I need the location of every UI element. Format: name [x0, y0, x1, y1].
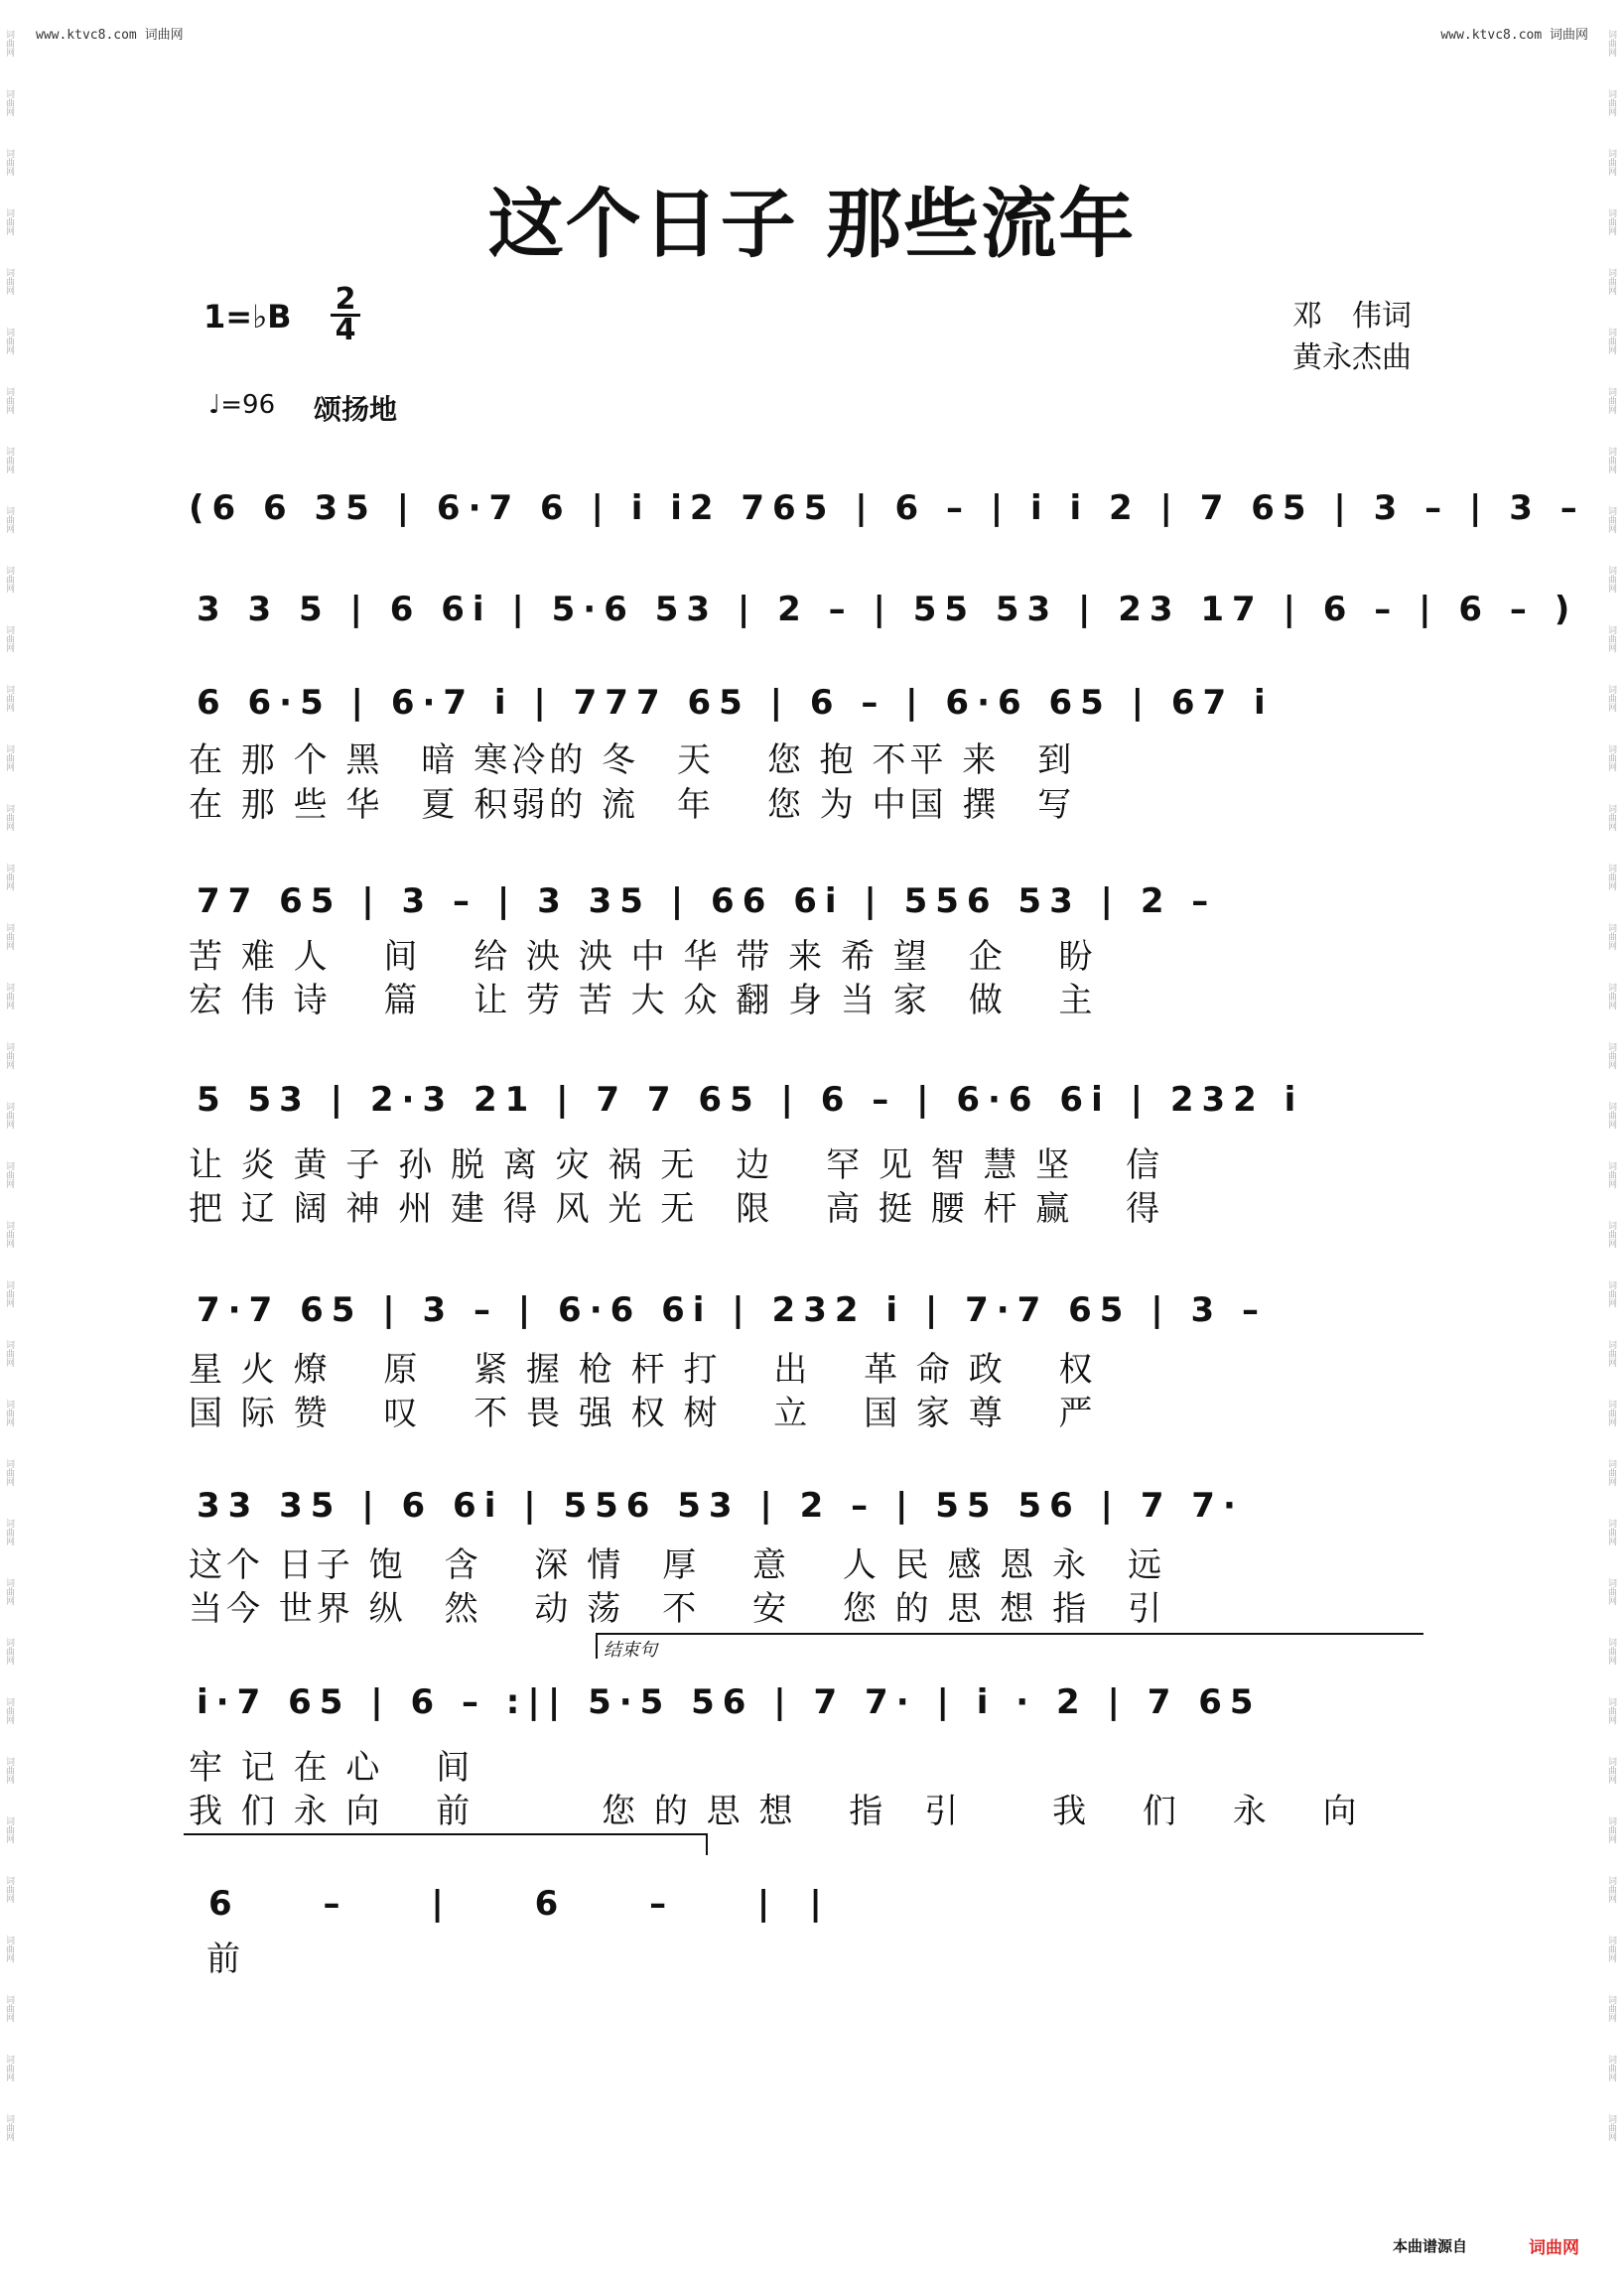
side-watermark-text: 词曲网 — [4, 208, 14, 235]
notes-line-7: 33 35 | 6 6i | 556 53 | 2 – | 55 56 | 7 7· — [197, 1486, 1244, 1526]
time-signature — [331, 282, 360, 347]
side-watermark-text: 词曲网 — [1606, 2055, 1616, 2081]
side-watermark-text: 词曲网 — [1606, 1459, 1616, 1486]
lyrics-line-4-verse-2: 宏 伟 诗 篇 让 劳 苦 大 众 翻 身 当 家 做 主 — [189, 981, 1097, 1020]
side-watermark-text: 词曲网 — [1606, 804, 1616, 831]
side-watermark-text: 词曲网 — [4, 1340, 14, 1367]
side-watermark-text: 词曲网 — [4, 89, 14, 116]
side-watermark-text: 词曲网 — [4, 1280, 14, 1307]
lyrics-line-3-verse-2: 在 那 些 华 夏 积弱的 流 年 您 为 中国 撰 写 — [189, 785, 1076, 825]
side-watermark-text: 词曲网 — [4, 804, 14, 831]
side-watermark-text: 词曲网 — [1606, 1995, 1616, 2022]
side-watermark-text: 词曲网 — [1606, 744, 1616, 771]
side-watermark-text: 词曲网 — [4, 328, 14, 354]
side-watermark-text: 词曲网 — [4, 268, 14, 295]
lyrics-line-4-verse-1: 苦 难 人 间 给 泱 泱 中 华 带 来 希 望 企 盼 — [189, 937, 1097, 977]
time-signature-top: 2 — [335, 282, 356, 317]
lyrics-line-5-verse-2: 把 辽 阔 神 州 建 得 风 光 无 限 高 挺 腰 杆 赢 得 — [189, 1189, 1164, 1229]
notes-line-3: 6 6·5 | 6·7 i | 777 65 | 6 – | 6·6 65 | 67 i — [197, 683, 1274, 723]
footer-source-site: 词曲网 — [1529, 2238, 1579, 2258]
side-watermark-text: 词曲网 — [1606, 1876, 1616, 1903]
side-watermark-text: 词曲网 — [1606, 2114, 1616, 2141]
side-watermark-text: 词曲网 — [1606, 1519, 1616, 1545]
lyrics-line-7-verse-1: 这个 日子 饱 含 深 情 厚 意 人 民 感 恩 永 远 — [189, 1545, 1166, 1585]
side-watermark-text: 词曲网 — [1606, 1936, 1616, 1962]
lyrics-line-6-verse-1: 星 火 燎 原 紧 握 枪 杆 打 出 革 命 政 权 — [189, 1350, 1097, 1390]
side-watermark-text: 词曲网 — [4, 625, 14, 652]
side-watermark-text: 词曲网 — [1606, 30, 1616, 57]
tempo-mark: ♩=96 — [208, 390, 276, 420]
side-watermark-text: 词曲网 — [1606, 1578, 1616, 1605]
side-watermark-text: 词曲网 — [1606, 566, 1616, 593]
side-watermark-text: 词曲网 — [4, 923, 14, 950]
side-watermark-text: 词曲网 — [4, 983, 14, 1009]
side-watermark-text: 词曲网 — [1606, 268, 1616, 295]
side-watermark-text: 词曲网 — [4, 1400, 14, 1426]
side-watermark-text: 词曲网 — [1606, 1161, 1616, 1188]
side-watermark-text: 词曲网 — [1606, 447, 1616, 473]
credits — [1292, 296, 1412, 379]
side-watermark-text: 词曲网 — [4, 864, 14, 890]
side-watermark-text: 词曲网 — [4, 1936, 14, 1962]
side-watermark-text: 词曲网 — [1606, 1221, 1616, 1248]
side-watermark-text: 词曲网 — [1606, 149, 1616, 176]
side-watermark-text: 词曲网 — [1606, 1280, 1616, 1307]
side-watermark-text: 词曲网 — [4, 1876, 14, 1903]
right-watermark-strip — [1606, 30, 1620, 2263]
key-signature: 1=♭B — [203, 298, 292, 335]
side-watermark-text: 词曲网 — [1606, 387, 1616, 414]
composer: 黄永杰曲 — [1292, 340, 1412, 375]
lyrics-line-8-verse-2: 我 们 永 向 前 您 的 思 想 指 引 我 们 永 向 — [189, 1792, 1361, 1831]
side-watermark-text: 词曲网 — [4, 1221, 14, 1248]
notes-line-4: 77 65 | 3 – | 3 35 | 66 6i | 556 53 | 2 – — [197, 881, 1217, 921]
lyrics-line-5-verse-1: 让 炎 黄 子 孙 脱 离 灾 祸 无 边 罕 见 智 慧 坚 信 — [189, 1145, 1164, 1185]
coda-bracket — [184, 1833, 708, 1855]
side-watermark-text: 词曲网 — [1606, 1102, 1616, 1129]
side-watermark-text: 词曲网 — [1606, 1757, 1616, 1784]
side-watermark-text: 词曲网 — [1606, 506, 1616, 533]
lyricist: 邓 伟词 — [1292, 299, 1412, 334]
side-watermark-text: 词曲网 — [1606, 864, 1616, 890]
notes-line-8: i·7 65 | 6 – :|| 5·5 56 | 7 7· | i · 2 | 7 65 — [197, 1682, 1262, 1722]
notes-line-9: 6 – | 6 – || — [208, 1884, 862, 1924]
lyrics-line-3-verse-1: 在 那 个 黑 暗 寒冷的 冬 天 您 抱 不平 来 到 — [189, 740, 1076, 780]
side-watermark-text: 词曲网 — [4, 566, 14, 593]
notes-line-1: (6 6 35 | 6·7 6 | i i2 765 | 6 – | i i 2 | 7 65 | 3 – | 3 – — [189, 488, 1585, 528]
side-watermark-text: 词曲网 — [1606, 328, 1616, 354]
lyrics-line-6-verse-2: 国 际 赞 叹 不 畏 强 权 树 立 国 家 尊 严 — [189, 1394, 1097, 1433]
side-watermark-text: 词曲网 — [4, 447, 14, 473]
expression-mark: 颂扬地 — [314, 393, 398, 426]
side-watermark-text: 词曲网 — [4, 1816, 14, 1843]
side-watermark-text: 词曲网 — [4, 744, 14, 771]
notes-line-5: 5 53 | 2·3 21 | 7 7 65 | 6 – | 6·6 6i | 232 i — [197, 1080, 1304, 1120]
side-watermark-text: 词曲网 — [4, 1995, 14, 2022]
side-watermark-text: 词曲网 — [4, 1757, 14, 1784]
side-watermark-text: 词曲网 — [1606, 983, 1616, 1009]
side-watermark-text: 词曲网 — [1606, 1816, 1616, 1843]
lyrics-line-9-verse-1: 前 — [206, 1940, 244, 1979]
lyrics-line-7-verse-2: 当今 世界 纵 然 动 荡 不 安 您 的 思 想 指 引 — [189, 1589, 1166, 1629]
page-title: 这个日子 那些流年 — [487, 180, 1137, 268]
side-watermark-text: 词曲网 — [1606, 1340, 1616, 1367]
side-watermark-text: 词曲网 — [4, 506, 14, 533]
side-watermark-text: 词曲网 — [1606, 923, 1616, 950]
footer-source-label: 本曲谱源自 — [1393, 2237, 1468, 2255]
side-watermark-text: 词曲网 — [4, 1638, 14, 1665]
side-watermark-text: 词曲网 — [1606, 208, 1616, 235]
side-watermark-text: 词曲网 — [1606, 1042, 1616, 1069]
side-watermark-text: 词曲网 — [1606, 1400, 1616, 1426]
side-watermark-text: 词曲网 — [4, 149, 14, 176]
side-watermark-text: 词曲网 — [4, 1042, 14, 1069]
site-watermark-left: www.ktvc8.com 词曲网 — [36, 28, 184, 43]
side-watermark-text: 词曲网 — [4, 1459, 14, 1486]
side-watermark-text: 词曲网 — [1606, 1638, 1616, 1665]
side-watermark-text: 词曲网 — [1606, 625, 1616, 652]
side-watermark-text: 词曲网 — [4, 387, 14, 414]
side-watermark-text: 词曲网 — [4, 2114, 14, 2141]
time-signature-bottom: 4 — [331, 314, 360, 344]
ending-bracket-label: 结束句 — [604, 1640, 657, 1661]
side-watermark-text: 词曲网 — [1606, 685, 1616, 712]
left-watermark-strip — [4, 30, 18, 2263]
lyrics-line-8-verse-1: 牢 记 在 心 间 — [189, 1748, 474, 1788]
side-watermark-text: 词曲网 — [4, 2055, 14, 2081]
notes-line-2: 3 3 5 | 6 6i | 5·6 53 | 2 – | 55 53 | 23 17 | 6 – | 6 – ) — [197, 590, 1578, 629]
side-watermark-text: 词曲网 — [4, 1697, 14, 1724]
side-watermark-text: 词曲网 — [1606, 89, 1616, 116]
side-watermark-text: 词曲网 — [4, 1578, 14, 1605]
side-watermark-text: 词曲网 — [4, 685, 14, 712]
side-watermark-text: 词曲网 — [4, 1519, 14, 1545]
side-watermark-text: 词曲网 — [4, 1102, 14, 1129]
ending-bracket — [596, 1633, 1423, 1659]
side-watermark-text: 词曲网 — [1606, 1697, 1616, 1724]
site-watermark-right: www.ktvc8.com 词曲网 — [1440, 28, 1588, 43]
side-watermark-text: 词曲网 — [4, 1161, 14, 1188]
notes-line-6: 7·7 65 | 3 – | 6·6 6i | 232 i | 7·7 65 | 3 – — [197, 1290, 1268, 1330]
side-watermark-text: 词曲网 — [4, 30, 14, 57]
